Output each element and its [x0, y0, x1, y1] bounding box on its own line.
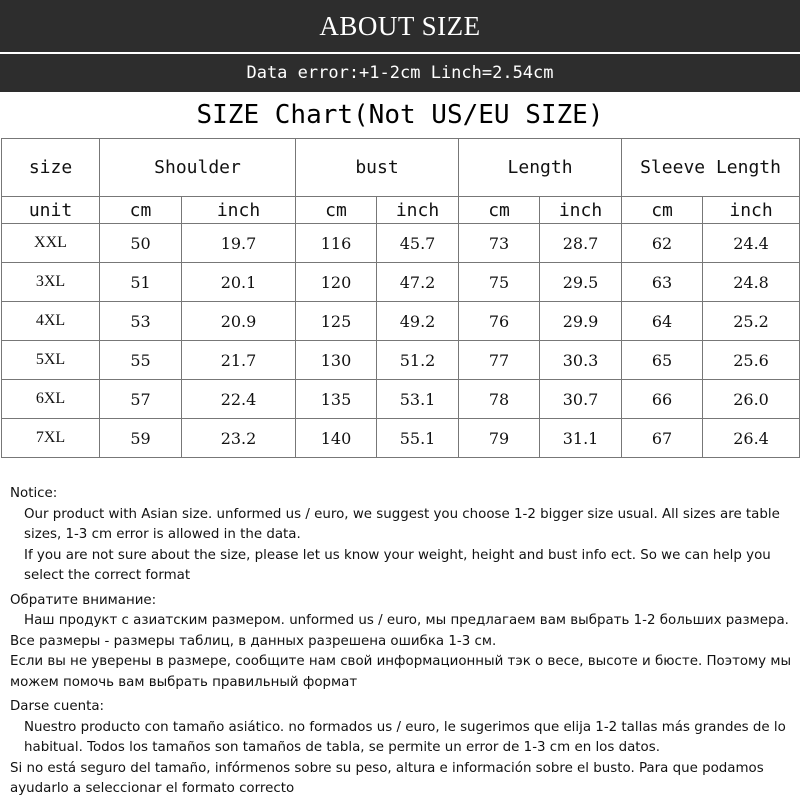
table-cell: 23.2 — [182, 419, 296, 458]
table-cell: 73 — [459, 224, 540, 263]
unit-cell: inch — [703, 197, 800, 224]
table-cell: 30.3 — [540, 341, 622, 380]
table-cell: 116 — [296, 224, 377, 263]
table-cell: 130 — [296, 341, 377, 380]
table-cell: 53 — [100, 302, 182, 341]
notice-section — [10, 484, 795, 800]
notice-text-ru-2: Все размеры - размеры таблиц, в данных разрешена ошибка 1-3 см. — [10, 633, 497, 649]
table-cell: 125 — [296, 302, 377, 341]
table-cell: 75 — [459, 263, 540, 302]
table-cell: 31.1 — [540, 419, 622, 458]
table-row — [2, 263, 800, 302]
table-cell: 64 — [622, 302, 703, 341]
table-cell: 47.2 — [377, 263, 459, 302]
table-cell: 55 — [100, 341, 182, 380]
unit-cell: inch — [182, 197, 296, 224]
unit-cell: unit — [2, 197, 100, 224]
table-cell: 30.7 — [540, 380, 622, 419]
size-cell: XXL — [2, 224, 100, 263]
size-cell: 7XL — [2, 419, 100, 458]
table-header-row — [2, 139, 800, 197]
notice-heading-es: Darse cuenta: — [10, 699, 105, 714]
table-cell: 78 — [459, 380, 540, 419]
table-cell: 63 — [622, 263, 703, 302]
table-row — [2, 419, 800, 458]
table-row — [2, 380, 800, 419]
header-bust: bust — [296, 139, 459, 197]
table-cell: 28.7 — [540, 224, 622, 263]
table-cell: 140 — [296, 419, 377, 458]
unit-cell: cm — [100, 197, 182, 224]
size-table — [1, 138, 800, 458]
table-cell: 29.9 — [540, 302, 622, 341]
unit-cell: cm — [622, 197, 703, 224]
table-row — [2, 302, 800, 341]
notice-text-en-1: Our product with Asian size. unformed us / euro, we suggest you choose 1-2 bigger size usual. All sizes are table sizes, 1-3 cm error is allowed in the data. — [24, 506, 780, 542]
table-cell: 25.2 — [703, 302, 800, 341]
size-cell: 6XL — [2, 380, 100, 419]
size-chart-title-text: SIZE Chart(Not US/EU SIZE) — [196, 100, 604, 130]
notice-heading-ru: Обратите внимание: — [10, 592, 157, 608]
table-cell: 67 — [622, 419, 703, 458]
table-cell: 50 — [100, 224, 182, 263]
table-cell: 24.4 — [703, 224, 800, 263]
unit-cell: inch — [540, 197, 622, 224]
size-cell: 4XL — [2, 302, 100, 341]
table-cell: 24.8 — [703, 263, 800, 302]
table-cell: 22.4 — [182, 380, 296, 419]
notice-text-es-1: Nuestro producto con tamaño asiático. no formados us / euro, le sugerimos que elija 1-2 tallas más grandes de lo habitual. Todos los tamaños son tamaños de tabla, se permite un error de 1-3 cm en los datos. — [24, 719, 786, 755]
table-row — [2, 341, 800, 380]
table-cell: 76 — [459, 302, 540, 341]
notice-text-ru-1: Наш продукт с азиатским размером. unformed us / euro, мы предлагаем вам выбрать 1-2 больших размера. — [24, 613, 789, 628]
unit-cell: cm — [459, 197, 540, 224]
notice-text-en-2: If you are not sure about the size, please let us know your weight, height and bust info ect. So we can help you select the correct format — [24, 547, 771, 583]
table-cell: 57 — [100, 380, 182, 419]
table-cell: 20.1 — [182, 263, 296, 302]
table-row — [2, 224, 800, 263]
table-cell: 51.2 — [377, 341, 459, 380]
table-cell: 79 — [459, 419, 540, 458]
unit-cell: inch — [377, 197, 459, 224]
table-cell: 49.2 — [377, 302, 459, 341]
unit-cell: cm — [296, 197, 377, 224]
header-length: Length — [459, 139, 622, 197]
table-unit-row — [2, 197, 800, 224]
table-cell: 45.7 — [377, 224, 459, 263]
notice-text-ru-3: Если вы не уверены в размере, сообщите нам свой информационный тэк о весе, высоте и бюсте. Поэтому мы можем помочь вам выбрать правильный формат — [10, 654, 792, 690]
table-cell: 26.4 — [703, 419, 800, 458]
size-cell: 3XL — [2, 263, 100, 302]
table-cell: 51 — [100, 263, 182, 302]
table-cell: 25.6 — [703, 341, 800, 380]
table-cell: 21.7 — [182, 341, 296, 380]
table-cell: 20.9 — [182, 302, 296, 341]
header-sleeve-length: Sleeve Length — [622, 139, 800, 197]
table-cell: 59 — [100, 419, 182, 458]
table-cell: 66 — [622, 380, 703, 419]
header-size: size — [2, 139, 100, 197]
notice-heading-en: Notice: — [10, 486, 58, 501]
size-cell: 5XL — [2, 341, 100, 380]
table-cell: 62 — [622, 224, 703, 263]
table-cell: 55.1 — [377, 419, 459, 458]
table-cell: 135 — [296, 380, 377, 419]
table-cell: 29.5 — [540, 263, 622, 302]
table-cell: 26.0 — [703, 380, 800, 419]
table-cell: 77 — [459, 341, 540, 380]
table-cell: 120 — [296, 263, 377, 302]
notice-text-es-2: Si no está seguro del tamaño, infórmenos sobre su peso, altura e información sobre el busto. Para que podamos ayudarlo a seleccionar el formato correcto — [10, 760, 764, 796]
data-error-text: Data error:+1-2cm Linch=2.54cm — [246, 63, 554, 83]
table-cell: 65 — [622, 341, 703, 380]
about-size-title: ABOUT SIZE — [319, 10, 481, 41]
size-chart-title — [0, 92, 800, 138]
header-shoulder: Shoulder — [100, 139, 296, 197]
data-error-banner — [0, 54, 800, 92]
about-size-header — [0, 0, 800, 52]
table-cell: 19.7 — [182, 224, 296, 263]
table-cell: 53.1 — [377, 380, 459, 419]
